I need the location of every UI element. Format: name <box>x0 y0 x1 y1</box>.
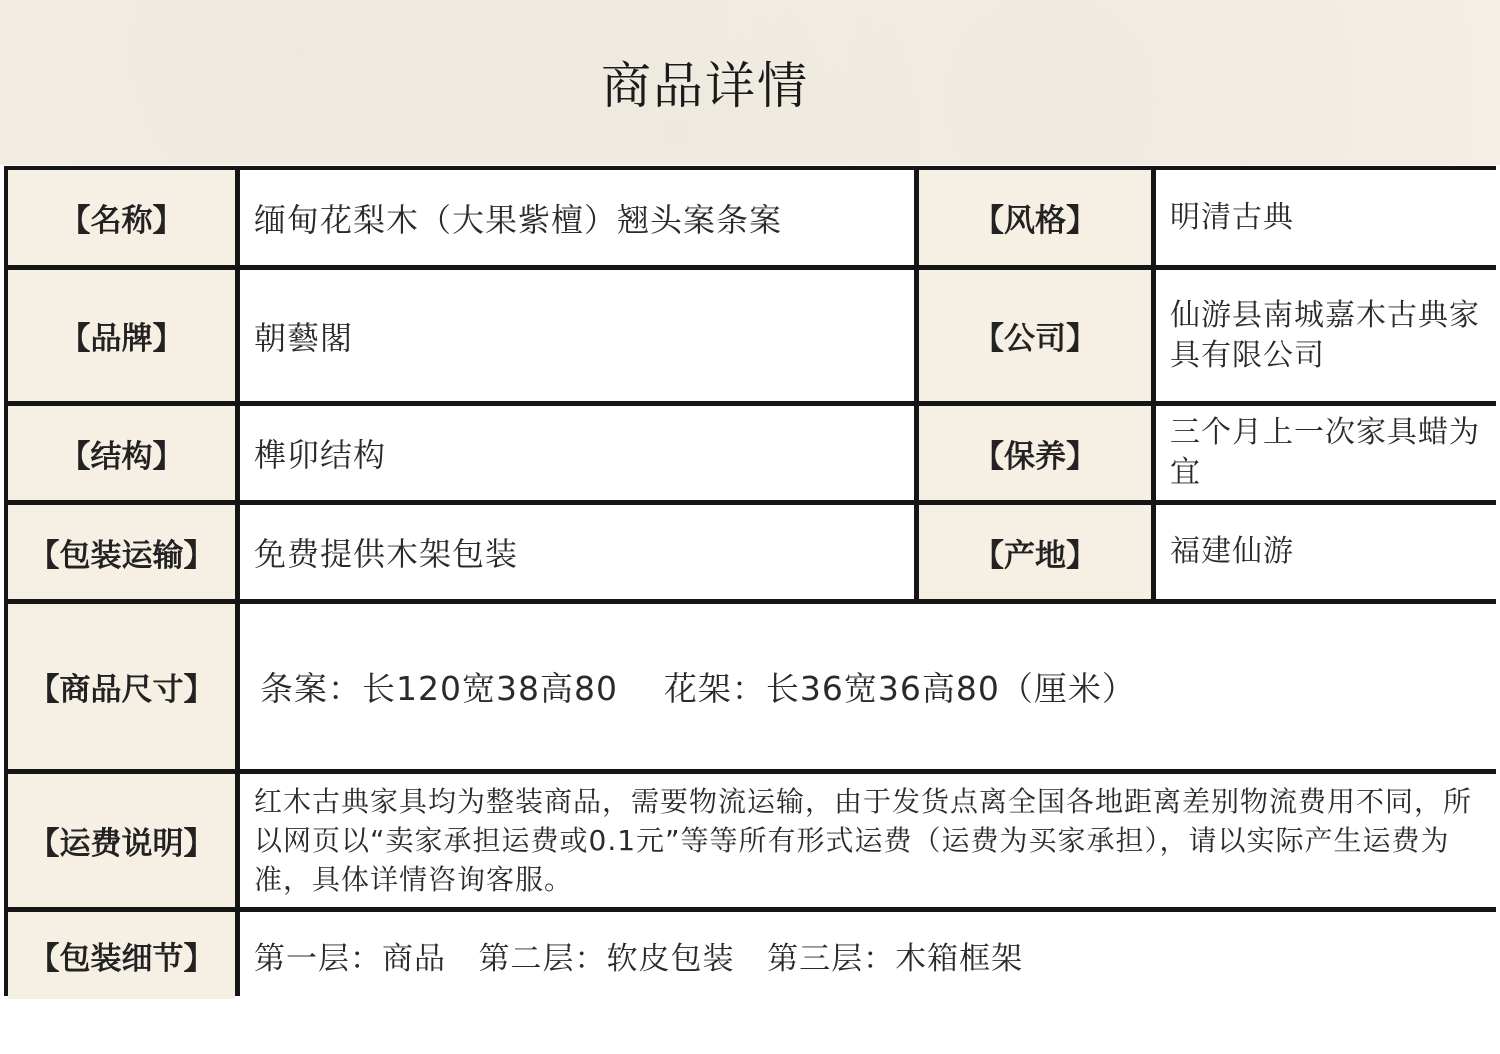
structure-value: 榫卯结构 <box>240 406 914 500</box>
brand-label: 【品牌】 <box>8 270 235 401</box>
product-spec-table <box>4 166 1496 996</box>
packing-value: 第一层：商品 第二层：软皮包装 第三层：木箱框架 <box>240 912 1500 999</box>
size-label: 【商品尺寸】 <box>8 604 235 769</box>
freight-value: 红木古典家具均为整装商品，需要物流运输，由于发货点离全国各地距离差别物流费用不同，所以网页以“卖家承担运费或0.1元”等等所有形式运费（运费为买家承担），请以实际产生运费为准，具体详情咨询客服。 <box>240 774 1500 907</box>
care-label: 【保养】 <box>919 406 1151 500</box>
name-label: 【名称】 <box>8 170 235 265</box>
brand-value: 朝藝閣 <box>240 270 914 401</box>
size-value: 条案：长120宽38高80 花架：长36宽36高80（厘米） <box>240 604 1500 769</box>
care-value: 三个月上一次家具蜡为宜 <box>1156 406 1500 500</box>
packing-label: 【包装细节】 <box>8 912 235 999</box>
origin-label: 【产地】 <box>919 505 1151 599</box>
header-banner <box>0 0 1500 165</box>
origin-value: 福建仙游 <box>1156 505 1500 599</box>
freight-label: 【运费说明】 <box>8 774 235 907</box>
shipping-value: 免费提供木架包装 <box>240 505 914 599</box>
style-label: 【风格】 <box>919 170 1151 265</box>
shipping-label: 【包装运输】 <box>8 505 235 599</box>
company-value: 仙游县南城嘉木古典家具有限公司 <box>1156 270 1500 401</box>
name-value: 缅甸花梨木（大果紫檀）翘头案条案 <box>240 170 914 265</box>
company-label: 【公司】 <box>919 270 1151 401</box>
page-title: 商品详情 <box>601 57 809 115</box>
structure-label: 【结构】 <box>8 406 235 500</box>
style-value: 明清古典 <box>1156 170 1500 265</box>
